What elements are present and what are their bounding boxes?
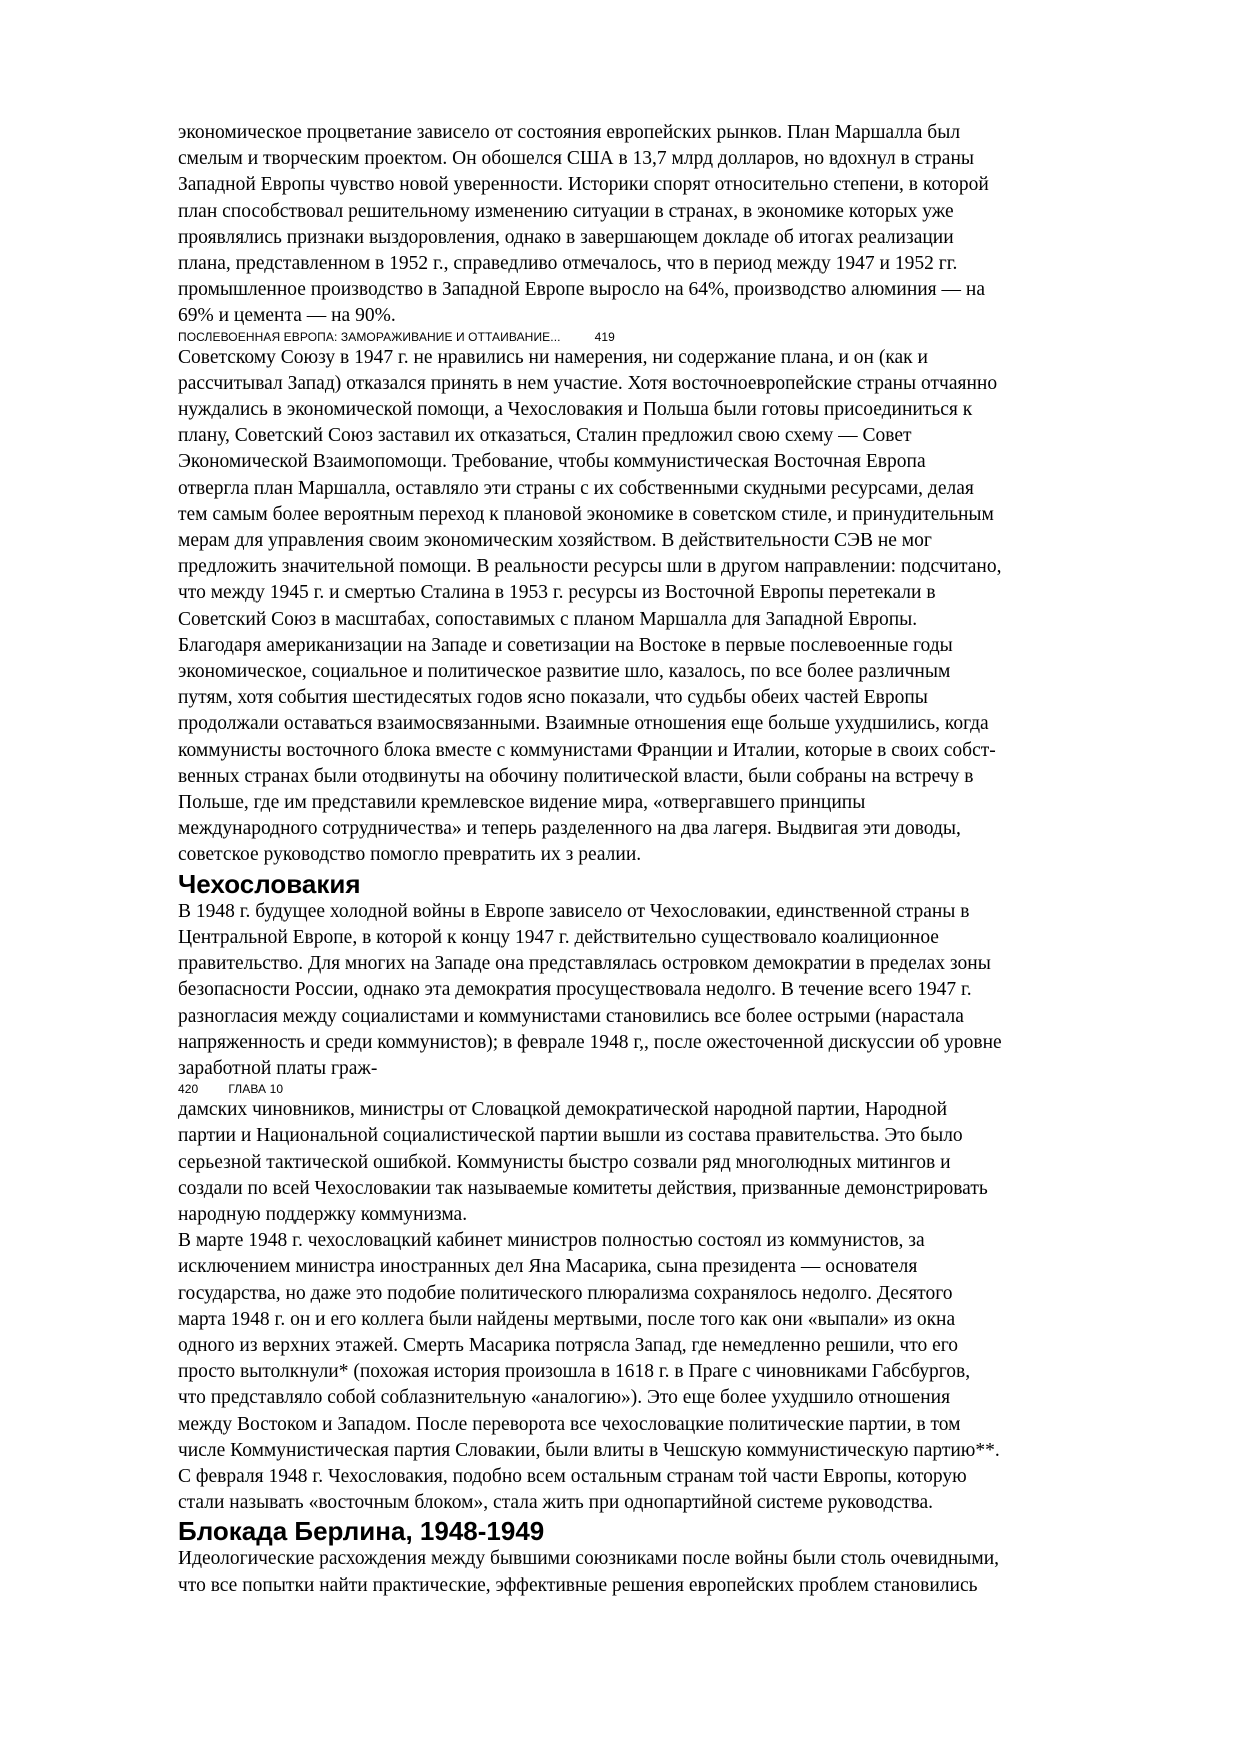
paragraph-marshall-plan: экономическое процветание зависело от состояния европейских рынков. План Маршалла был смелым и творческим проектом. Он обошелся США в 13,7 млрд долларов, но вдохнул в страны Западной Европы чувство новой уверенности. Историки спорят относительно степени, в которой план способствовал решительному изменению ситуации в странах, в экономике которых уже проявлялись признаки выздоровления, однако в завершающем докладе об итогах реализации плана, представленном в 1952 г., справедливо отмечалось, что в период между 1947 и 1952 гг. промышленное производство в Западной Европе выросло на 64%, производство алюминия — на 69% и цемента — на 90%. xyxy=(178,122,989,327)
running-head-419 xyxy=(178,330,1163,345)
page-number: 419 xyxy=(594,329,615,344)
running-head-420 xyxy=(178,1082,1163,1097)
section-heading-czechoslovakia: Чехословакия xyxy=(178,868,361,899)
running-head-chapter: ГЛАВА 10 xyxy=(228,1082,284,1097)
running-head-title: ПОСЛЕВОЕННАЯ ЕВРОПА: ЗАМОРАЖИВАНИЕ И ОТТАИВАНИЕ... xyxy=(178,329,561,344)
paragraph-soviet-union: Советскому Союзу в 1947 г. не нравились ни намерения, ни содержание плана, и он (как и рассчитывал Запад) отказался принять в нем участие. Хотя восточноевропейские страны отчаянно нуждались в экономической помощи, а Чехословакия и Польша были готовы присоединиться к плану, Советский Союз заставил их отказаться, Сталин предложил свою схему — Совет Экономической Взаимопомощи. Требование, чтобы коммунистическая Восточная Европа отвергла план Маршалла, оставляло эти страны с их собственными скудными ресурсами, делая тем самым более вероятным переход к плановой экономике в советском стиле, и принудительным мерам для управления своим экономическим хозяйством. В действительности СЭВ не мог предложить значительной помощи. В реальности ресурсы шли в другом направлении: подсчитано, что между 1945 г. и смертью Сталина в 1953 г. ресурсы из Восточной Европы перетекали в Советский Союз в масштабах, сопоставимых с планом Маршалла для Западной Европы. Благодаря американизации на Западе и советизации на Востоке в первые послевоенные годы экономическое, социальное и политическое развитие шло, казалось, по все более различным путям, хотя события шестидесятых годов ясно показали, что судьбы обеих частей Европы продолжали оставаться взаимосвязанными. Взаимные отношения еще больше ухудшились, когда коммунисты восточного блока вместе с коммунистами Франции и Италии, которые в своих собст- венных странах были отодвинуты на обочину политической власти, были собраны на встречу в Польше, где им представили кремлевское видение мира, «отвергавшего принципы международного сотрудничества» и теперь разделенного на два лагеря. Выдвигая эти доводы, советское руководство помогло превратить их з реалии. xyxy=(178,346,1002,866)
book-page xyxy=(178,120,1163,1599)
section-heading-berlin-blockade: Блокада Берлина, 1948-1949 xyxy=(178,1516,545,1547)
paragraph-ministers-resign: дамских чиновников, министры от Словацкой демократической народной партии, Народной партии и Национальной социалистической партии вышли из состава правительства. Это было серьезной тактической ошибкой. Коммунисты быстро созвали ряд многолюдных митингов и создали по всей Чехословакии так называемые комитеты действия, призванные демонстрировать народную поддержку коммунизма. xyxy=(178,1099,988,1225)
paragraph-masaryk: В марте 1948 г. чехословацкий кабинет министров полностью состоял из коммунистов, за исключением министра иностранных дел Яна Масарика, сына президента — основателя государства, но даже это подобие политического плюрализма сохранялось недолго. Десятого марта 1948 г. он и его коллега были найдены мертвыми, после того как они «выпали» из окна одного из верхних этажей. Смерть Масарика потрясла Запад, где немедленно решили, что его просто вытолкнули* (похожая история произошла в 1618 г. в Праге с чиновниками Габсбургов, что представляло собой соблазнительную «аналогию»). Это еще более ухудшило отношения между Востоком и Западом. После переворота все чехословацкие политические партии, в том числе Коммунистическая партия Словакии, были влиты в Чешскую коммунистическую партию**. С февраля 1948 г. Чехословакия, подобно всем остальным странам той части Европы, которую стали называть «восточным блоком», стала жить при однопартийной системе руководства. xyxy=(178,1230,1000,1514)
page-number: 420 xyxy=(178,1082,199,1097)
paragraph-czechoslovakia-1948: В 1948 г. будущее холодной войны в Европе зависело от Чехословакии, единственной страны в Центральной Европе, в которой к концу 1947 г. действительно существовало коалиционное правительство. Для многих на Западе она представлялась островком демократии в пределах зоны безопасности России, однако эта демократия просуществовала недолго. В течение всего 1947 г. разногласия между социалистами и коммунистами становились все более острыми (нарастала напряженность и среди коммунистов); в феврале 1948 г,, после ожесточенной дискуссии об уровне заработной платы граж- xyxy=(178,900,1002,1079)
paragraph-ideological-differences: Идеологические расхождения между бывшими союзниками после войны были столь очевидными, что все попытки найти практические, эффективные решения европейских проблем становились xyxy=(178,1548,1000,1596)
